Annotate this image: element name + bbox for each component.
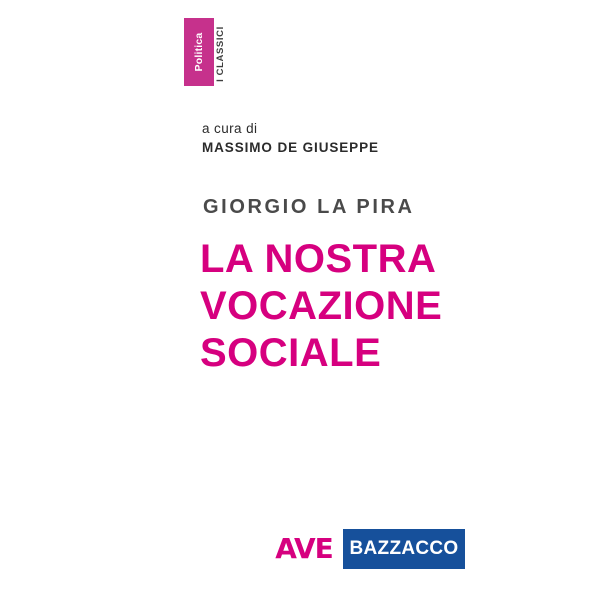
bazzacco-logo-label: BAZZACCO	[349, 538, 459, 559]
series-subtitle-label: I CLASSICI	[215, 26, 226, 82]
editor-name: MASSIMO DE GIUSEPPE	[202, 140, 379, 155]
series-tab-label: Politica	[193, 32, 205, 72]
title-line-3: SOCIALE	[200, 331, 382, 375]
series-subtitle	[206, 18, 236, 90]
title-line-1: LA NOSTRA	[200, 237, 437, 281]
author-name: GIORGIO LA PIRA	[203, 196, 415, 218]
ave-logo: AVE	[275, 532, 333, 565]
editor-credit	[202, 121, 542, 155]
title-line-2: VOCAZIONE	[200, 284, 443, 328]
bazzacco-logo	[343, 529, 465, 569]
book-title	[200, 236, 590, 377]
publisher-logos	[263, 529, 463, 569]
editor-credit-prefix: a cura di	[202, 121, 258, 136]
